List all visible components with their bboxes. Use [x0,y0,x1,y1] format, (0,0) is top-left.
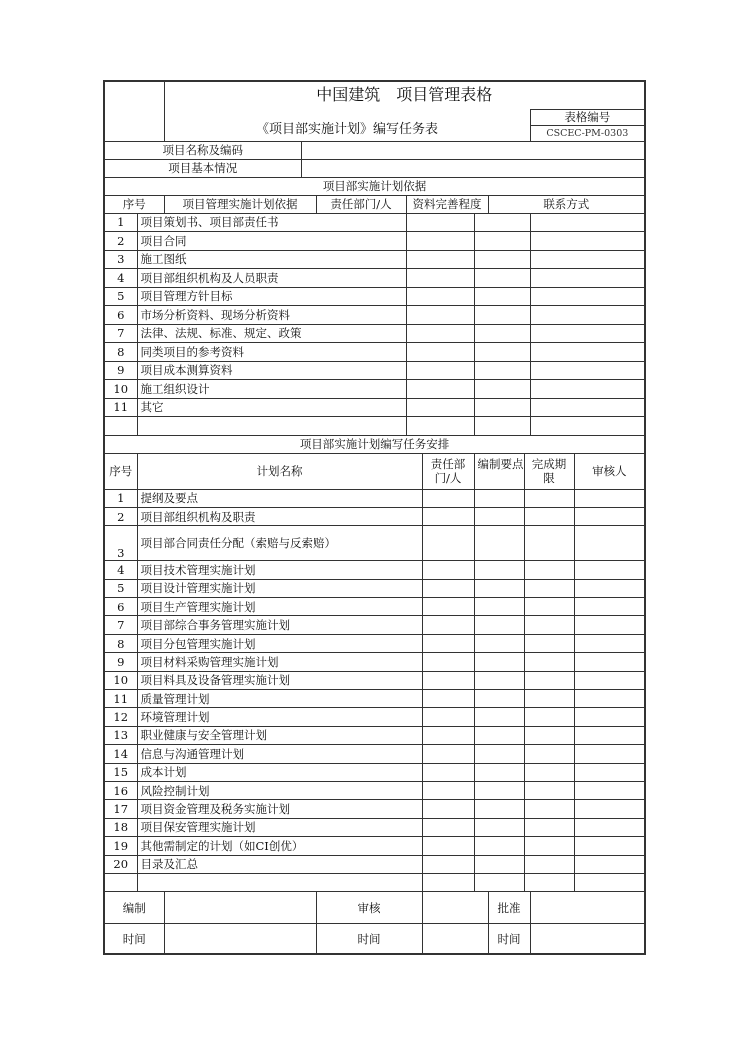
form-page [103,80,642,955]
tasks-header-name: 计划名称 [137,453,422,489]
basis-row [104,324,645,343]
basis-row-name: 项目管理方针目标 [137,287,406,306]
task-row-name: 提纲及要点 [137,489,422,507]
task-row-reviewer[interactable] [574,561,645,579]
task-row-dept[interactable] [422,671,474,689]
basis-row [104,232,645,251]
basis-row-name: 市场分析资料、现场分析资料 [137,306,406,325]
task-row [104,634,645,652]
task-row-points[interactable] [474,726,524,744]
basis-header-no: 序号 [104,195,164,213]
task-row-deadline[interactable] [524,837,574,855]
task-row-points[interactable] [474,561,524,579]
basis-row-name: 施工图纸 [137,250,406,269]
basis-row-name: 项目成本测算资料 [137,361,406,380]
basis-row-dept[interactable] [406,287,474,306]
basis-header-name: 项目管理实施计划依据 [164,195,316,213]
task-row-name: 成本计划 [137,763,422,781]
basis-row [104,250,645,269]
task-row-deadline[interactable] [524,873,574,891]
signoff-compile-label: 编制 [104,892,164,924]
basis-row-dept[interactable] [406,213,474,232]
signoff-compile-time-label: 时间 [104,924,164,954]
basis-row-completeness[interactable] [474,417,530,436]
basis-row-contact[interactable] [530,398,645,417]
task-row-dept[interactable] [422,781,474,799]
task-row-no: 17 [104,800,137,818]
task-row-reviewer[interactable] [574,708,645,726]
form-title: 中国建筑 项目管理表格 [164,81,645,109]
task-row-dept[interactable] [422,800,474,818]
basis-row-contact[interactable] [530,269,645,288]
basis-row-contact[interactable] [530,250,645,269]
task-row-reviewer[interactable] [574,634,645,652]
task-row-deadline[interactable] [524,690,574,708]
task-row-dept[interactable] [422,873,474,891]
task-row [104,671,645,689]
task-row-reviewer[interactable] [574,818,645,836]
task-row-deadline[interactable] [524,800,574,818]
task-row-dept[interactable] [422,690,474,708]
signoff-review-time-label: 时间 [316,924,422,954]
task-row-reviewer[interactable] [574,598,645,616]
basis-row-no [104,417,137,436]
basis-row-completeness[interactable] [474,361,530,380]
task-row-reviewer[interactable] [574,726,645,744]
task-row-deadline[interactable] [524,598,574,616]
tasks-header-reviewer: 审核人 [574,453,645,489]
basis-row-dept[interactable] [406,361,474,380]
task-row-deadline[interactable] [524,708,574,726]
task-row-no: 3 [104,526,137,561]
basis-row-no: 8 [104,343,137,362]
task-row [104,726,645,744]
task-row-no: 7 [104,616,137,634]
task-row-deadline[interactable] [524,561,574,579]
task-row-reviewer[interactable] [574,745,645,763]
basis-row-completeness[interactable] [474,250,530,269]
form-number-value: CSCEC-PM-0303 [546,127,629,139]
task-row [104,781,645,799]
task-row-no [104,873,137,891]
task-row-name: 项目资金管理及税务实施计划 [137,800,422,818]
task-row-deadline[interactable] [524,726,574,744]
task-row-reviewer[interactable] [574,526,645,561]
task-row-name: 项目料具及设备管理实施计划 [137,671,422,689]
task-row-name: 项目生产管理实施计划 [137,598,422,616]
task-row [104,763,645,781]
basis-row-dept[interactable] [406,398,474,417]
task-row [104,616,645,634]
basis-row-name: 法律、法规、标准、规定、政策 [137,324,406,343]
task-row-no: 4 [104,561,137,579]
task-row-reviewer[interactable] [574,489,645,507]
task-row-no: 10 [104,671,137,689]
basis-row-no: 9 [104,361,137,380]
basis-header-contact: 联系方式 [488,195,645,213]
basis-row-completeness[interactable] [474,398,530,417]
basis-row-name: 项目部组织机构及人员职责 [137,269,406,288]
task-row-dept[interactable] [422,634,474,652]
task-row-deadline[interactable] [524,763,574,781]
basis-row-no: 2 [104,232,137,251]
basis-row-contact[interactable] [530,287,645,306]
basis-row-contact[interactable] [530,324,645,343]
basis-row-contact[interactable] [530,343,645,362]
task-row-no: 11 [104,690,137,708]
basis-row [104,361,645,380]
signoff-approve-value[interactable] [530,892,645,924]
task-row-name: 项目部组织机构及职责 [137,507,422,525]
task-row-dept[interactable] [422,616,474,634]
task-row-deadline[interactable] [524,616,574,634]
task-row-name: 项目部合同责任分配（索赔与反索赔） [137,526,422,561]
basis-row-dept[interactable] [406,232,474,251]
basis-row-no: 5 [104,287,137,306]
signoff-approve-time-label: 时间 [488,924,530,954]
basis-row-contact[interactable] [530,213,645,232]
signoff-review-value[interactable] [422,892,488,924]
task-row-points[interactable] [474,634,524,652]
basis-row-no: 7 [104,324,137,343]
task-row-name: 项目材料采购管理实施计划 [137,653,422,671]
task-row-reviewer[interactable] [574,616,645,634]
basis-row-dept[interactable] [406,380,474,399]
basis-row-no: 4 [104,269,137,288]
project-name-value[interactable] [301,141,645,159]
logo-cell [104,81,164,141]
task-row-dept[interactable] [422,598,474,616]
basis-row-dept[interactable] [406,250,474,269]
task-row-no: 12 [104,708,137,726]
task-row-dept[interactable] [422,837,474,855]
task-row [104,526,645,561]
task-row-deadline[interactable] [524,671,574,689]
basis-header-dept: 责任部门/人 [316,195,406,213]
basis-row-dept[interactable] [406,306,474,325]
tasks-section-title: 项目部实施计划编写任务安排 [104,435,645,453]
task-row-deadline[interactable] [524,781,574,799]
task-row [104,579,645,597]
task-row-reviewer[interactable] [574,671,645,689]
task-row-reviewer[interactable] [574,507,645,525]
basis-row-name: 项目合同 [137,232,406,251]
signoff-review-label: 审核 [316,892,422,924]
task-row-name: 项目设计管理实施计划 [137,579,422,597]
task-row-dept[interactable] [422,489,474,507]
task-row-reviewer[interactable] [574,653,645,671]
task-row [104,690,645,708]
task-row-no: 15 [104,763,137,781]
task-row [104,873,645,891]
task-row-reviewer[interactable] [574,837,645,855]
form-table [103,80,646,955]
task-row-points[interactable] [474,800,524,818]
project-basic-label: 项目基本情况 [104,159,301,177]
signoff-approve-label: 批准 [488,892,530,924]
task-row [104,855,645,873]
task-row-reviewer[interactable] [574,579,645,597]
task-row-name: 其他需制定的计划（如CI创优） [137,837,422,855]
project-basic-value[interactable] [301,159,645,177]
task-row-points[interactable] [474,763,524,781]
task-row [104,708,645,726]
basis-row-completeness[interactable] [474,269,530,288]
basis-row-contact[interactable] [530,232,645,251]
task-row-points[interactable] [474,616,524,634]
task-row-dept[interactable] [422,526,474,561]
basis-row-dept[interactable] [406,324,474,343]
task-row-deadline[interactable] [524,634,574,652]
signoff-review-time-value[interactable] [422,924,488,954]
tasks-header-dept: 责任部门/人 [422,453,474,489]
task-row-no: 13 [104,726,137,744]
basis-row [104,417,645,436]
basis-row-completeness[interactable] [474,287,530,306]
basis-row-contact[interactable] [530,306,645,325]
task-row-points[interactable] [474,507,524,525]
tasks-header-points: 编制要点 [474,453,524,489]
form-number-label: 表格编号 [531,110,645,126]
task-row-deadline[interactable] [524,579,574,597]
task-row-points[interactable] [474,489,524,507]
basis-row-completeness[interactable] [474,232,530,251]
task-row-no: 18 [104,818,137,836]
basis-row-name: 同类项目的参考资料 [137,343,406,362]
basis-row-completeness[interactable] [474,306,530,325]
task-row-name: 项目部综合事务管理实施计划 [137,616,422,634]
task-row-reviewer[interactable] [574,855,645,873]
basis-row-contact[interactable] [530,361,645,380]
basis-row-contact[interactable] [530,380,645,399]
task-row-name: 质量管理计划 [137,690,422,708]
task-row [104,561,645,579]
task-row-points[interactable] [474,873,524,891]
task-row-name: 职业健康与安全管理计划 [137,726,422,744]
task-row-dept[interactable] [422,726,474,744]
signoff-approve-time-value[interactable] [530,924,645,954]
basis-section-title: 项目部实施计划依据 [104,177,645,195]
task-row-deadline[interactable] [524,855,574,873]
task-row-points[interactable] [474,837,524,855]
task-row-deadline[interactable] [524,745,574,763]
task-row-no: 2 [104,507,137,525]
task-row-dept[interactable] [422,763,474,781]
task-row-points[interactable] [474,781,524,799]
task-row-deadline[interactable] [524,507,574,525]
task-row-points[interactable] [474,671,524,689]
task-row-name: 项目保安管理实施计划 [137,818,422,836]
basis-row-dept[interactable] [406,417,474,436]
task-row-no: 16 [104,781,137,799]
task-row [104,489,645,507]
task-row-points[interactable] [474,708,524,726]
basis-row-completeness[interactable] [474,324,530,343]
task-row-no: 9 [104,653,137,671]
basis-row-no: 10 [104,380,137,399]
basis-row [104,343,645,362]
basis-row-no: 6 [104,306,137,325]
basis-row-no: 3 [104,250,137,269]
task-row-points[interactable] [474,653,524,671]
basis-row-dept[interactable] [406,343,474,362]
task-row-deadline[interactable] [524,489,574,507]
basis-row [104,213,645,232]
project-name-label: 项目名称及编码 [104,141,301,159]
task-row-points[interactable] [474,598,524,616]
basis-row-completeness[interactable] [474,213,530,232]
task-row-name: 风险控制计划 [137,781,422,799]
task-row [104,598,645,616]
form-subtitle: 《项目部实施计划》编写任务表 [164,109,530,141]
basis-row-name: 施工组织设计 [137,380,406,399]
task-row-points[interactable] [474,818,524,836]
signoff-compile-time-value[interactable] [164,924,316,954]
task-row-no: 19 [104,837,137,855]
task-row-no: 1 [104,489,137,507]
task-row-deadline[interactable] [524,818,574,836]
task-row [104,507,645,525]
task-row-dept[interactable] [422,507,474,525]
basis-row [104,269,645,288]
basis-row-name: 项目策划书、项目部责任书 [137,213,406,232]
basis-row-completeness[interactable] [474,343,530,362]
task-row [104,818,645,836]
basis-header-completeness: 资料完善程度 [406,195,488,213]
task-row-points[interactable] [474,855,524,873]
basis-row-contact[interactable] [530,417,645,436]
basis-row [104,398,645,417]
task-row-reviewer[interactable] [574,763,645,781]
task-row-points[interactable] [474,745,524,763]
task-row-name: 目录及汇总 [137,855,422,873]
basis-row-no: 11 [104,398,137,417]
task-row-dept[interactable] [422,579,474,597]
task-row-dept[interactable] [422,745,474,763]
task-row [104,837,645,855]
basis-row-name: 其它 [137,398,406,417]
task-row-reviewer[interactable] [574,873,645,891]
task-row-dept[interactable] [422,855,474,873]
basis-row-name [137,417,406,436]
tasks-header-no: 序号 [104,453,137,489]
task-row-no: 5 [104,579,137,597]
task-row-reviewer[interactable] [574,800,645,818]
task-row-no: 20 [104,855,137,873]
task-row-dept[interactable] [422,561,474,579]
task-row-reviewer[interactable] [574,781,645,799]
task-row [104,653,645,671]
task-row-name: 信息与沟通管理计划 [137,745,422,763]
basis-row-dept[interactable] [406,269,474,288]
task-row-dept[interactable] [422,708,474,726]
task-row [104,800,645,818]
tasks-header-deadline: 完成期限 [524,453,574,489]
form-number-cell [530,109,645,141]
task-row-no: 6 [104,598,137,616]
basis-row-no: 1 [104,213,137,232]
basis-row-completeness[interactable] [474,380,530,399]
basis-row [104,380,645,399]
task-row-no: 14 [104,745,137,763]
task-row-name [137,873,422,891]
task-row-points[interactable] [474,579,524,597]
task-row-points[interactable] [474,526,524,561]
basis-row [104,287,645,306]
task-row-name: 项目技术管理实施计划 [137,561,422,579]
task-row [104,745,645,763]
signoff-compile-value[interactable] [164,892,316,924]
task-row-dept[interactable] [422,653,474,671]
task-row-points[interactable] [474,690,524,708]
task-row-no: 8 [104,634,137,652]
task-row-dept[interactable] [422,818,474,836]
task-row-name: 项目分包管理实施计划 [137,634,422,652]
task-row-deadline[interactable] [524,526,574,561]
task-row-name: 环境管理计划 [137,708,422,726]
task-row-reviewer[interactable] [574,690,645,708]
basis-row [104,306,645,325]
task-row-deadline[interactable] [524,653,574,671]
